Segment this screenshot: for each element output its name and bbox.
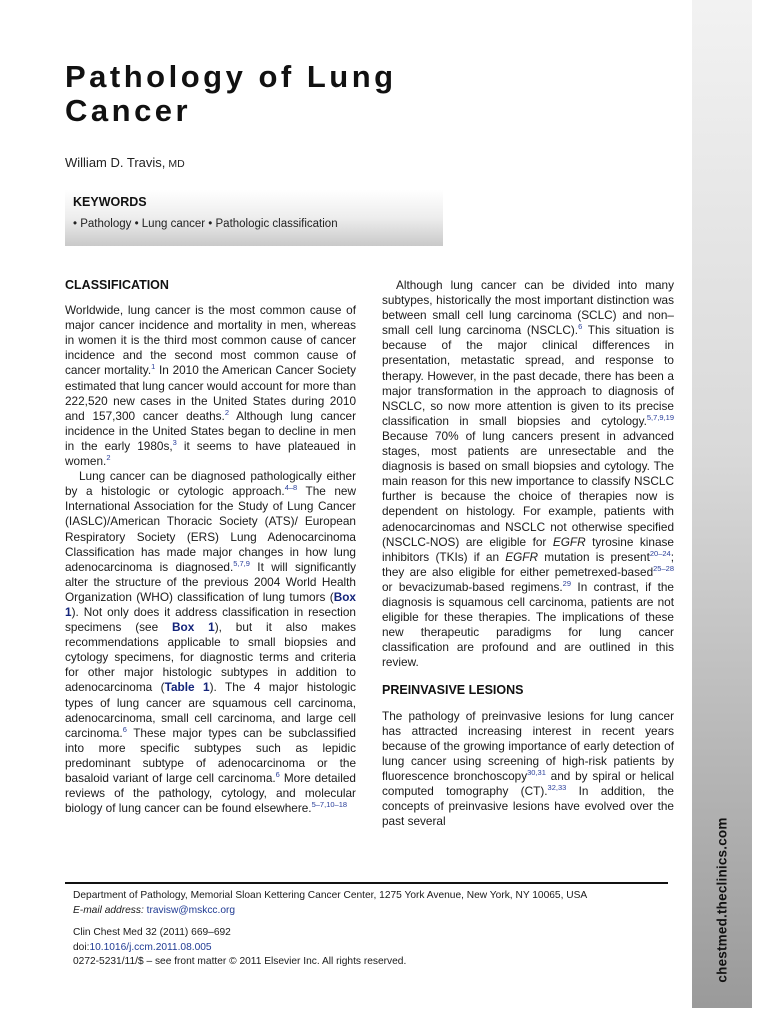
title-line-2: Cancer <box>65 93 192 128</box>
citation[interactable]: 1 <box>151 362 156 372</box>
journal-citation: Clin Chest Med 32 (2011) 669–692 <box>73 927 231 938</box>
citation[interactable]: 6 <box>122 724 127 734</box>
email-line: E-mail address: travisw@mskcc.org <box>73 904 236 916</box>
table-1-link[interactable]: Table 1 <box>164 680 210 695</box>
keywords-box <box>65 190 443 246</box>
right-column <box>382 278 674 829</box>
box-1-link[interactable]: Box 1 <box>65 589 356 619</box>
citation[interactable]: 5,7,9,19 <box>646 412 674 422</box>
footer <box>73 889 673 970</box>
author-name: William D. Travis, <box>65 155 166 170</box>
title-line-1: Pathology of Lung <box>65 59 397 94</box>
box-1-link[interactable]: Box 1 <box>172 620 215 635</box>
citation[interactable]: 2 <box>224 407 229 417</box>
paragraph: The pathology of preinvasive lesions for lung cancer has attracted increasing interest in recent years because of the growing importance of early detection of lung cancer using screening of high-risk patients by fluorescence bronchoscopy$^{30,31}$ and by spiral or helical computed tomography (CT).$^{32,33}$ In addition, the concepts of preinvasive lesions have evolved over the past several <box>382 708 674 829</box>
affiliation: Department of Pathology, Memorial Sloan Kettering Cancer Center, 1275 York Avenue, New York, NY 10065, USA <box>73 890 588 901</box>
citation[interactable]: 6 <box>578 322 583 332</box>
citation[interactable]: 30,31 <box>527 767 546 777</box>
paragraph: Lung cancer can be diagnosed pathologically either by a histologic or cytologic approach.$^{4-8}$ The new International Association for the Study of Lung Cancer (IASLC)/American Thoracic Society (ATS)/ European Respiratory Society (ERS) Lung Adenocarcinoma Classification has made major changes in how lung adenocarcinoma is diagnosed.$^{5,7,9}$ It will significantly alter the structure of the previous 2004 World Health Organization (WHO) classification of lung tumors (Box 1). Not only does it address classification in resection specimens (see Box 1), but it also makes recommendations applicable to small biopsies and cytology specimens, for diagnostic terms and criteria for other major histologic subtypes in addition to adenocarcinoma (Table 1). The 4 major histologic types of lung cancer are squamous cell carcinoma, adenocarcinoma, small cell carcinoma, and large cell carcinoma.$^6$ These major types can be subclassified into more specific subtypes such as lepidic predominant subtype of adenocarcinoma or the basaloid variant of large cell carcinoma.$^6$ More detailed reviews of the pathology, cytology, and molecular biology of lung cancer can be found elsewhere.$^{5-7,10-18}$ <box>65 469 357 816</box>
citation[interactable]: 25–28 <box>653 563 674 573</box>
citation[interactable]: 6 <box>275 770 280 780</box>
citation[interactable]: 4–8 <box>284 483 298 493</box>
journal-url: chestmed.theclinics.com <box>714 817 730 983</box>
author-degree: MD <box>168 158 185 170</box>
paragraph: Worldwide, lung cancer is the most common cause of major cancer incidence and mortality in men, whereas in women it is the third most common cause of cancer incidence and the second most common cause of cancer mortality.$^1$ In 2010 the American Cancer Society estimated that lung cancer would account for more than 222,520 new cases in the United States during 2010 and 157,300 cancer deaths.$^2$ Although lung cancer incidence in the United States began to decline in men in the early 1980s,$^3$ it seems to have plateaued in women.$^2$ <box>65 303 356 469</box>
left-column <box>65 278 356 816</box>
keywords-list: • Pathology • Lung cancer • Pathologic classification <box>73 218 338 230</box>
citation[interactable]: 29 <box>562 578 572 588</box>
article-title <box>65 60 397 128</box>
citation[interactable]: 5–7,10–18 <box>311 800 348 810</box>
doi-link[interactable]: 10.1016/j.ccm.2011.08.005 <box>89 941 212 953</box>
citation[interactable]: 2 <box>106 453 111 463</box>
section-heading-preinvasive: PREINVASIVE LESIONS <box>382 683 524 698</box>
citation[interactable]: 32,33 <box>547 783 567 793</box>
citation[interactable]: 5,7,9 <box>233 558 250 568</box>
copyright: 0272-5231/11/$ – see front matter © 2011 Elsevier Inc. All rights reserved. <box>73 956 407 967</box>
paragraph: Although lung cancer can be divided into many subtypes, historically the most important distinction was between small cell lung carcinoma (SCLC) and non–small cell lung carcinoma (NSCLC).$^6$ This situation is because of the major clinical differences in presentation, metastatic spread, and response to therapy. However, in the past decade, there has been a major transformation in the approach to diagnosis of NSCLC, so now more attention is given to its precise classification in small biopsies and cytology.$^{5,7,9,19}$ Because 70% of lung cancers present in advanced stages, most patients are unresectable and the diagnosis is based on small biopsies and cytology. The main reason for this new importance to classify NSCLC further is because the choice of therapies now is dependent on histology. For example, patients with adenocarcinomas and NSCLC not otherwise specified (NSCLC-NOS) are eligible for EGFR tyrosine kinase inhibitors (TKIs) if an EGFR mutation is present$^{20-24}$; they are also eligible for either pemetrexed-based$^{25-28}$ or bevacizumab-based regimens.$^{29}$ In contrast, if the diagnosis is squamous cell carcinoma, patients are not eligible for these therapies. The implications of these new therapeutic paradigms for lung cancer classification are profound and are outlined in this review. <box>382 278 674 670</box>
keywords-heading: KEYWORDS <box>73 195 147 209</box>
citation[interactable]: 3 <box>172 438 177 448</box>
citation[interactable]: 20–24 <box>649 548 671 558</box>
author <box>65 155 185 170</box>
section-heading-classification: CLASSIFICATION <box>65 278 169 292</box>
doi-line: doi:10.1016/j.ccm.2011.08.005 <box>73 941 212 953</box>
email-link[interactable]: travisw@mskcc.org <box>146 904 236 916</box>
footer-divider <box>65 882 668 884</box>
